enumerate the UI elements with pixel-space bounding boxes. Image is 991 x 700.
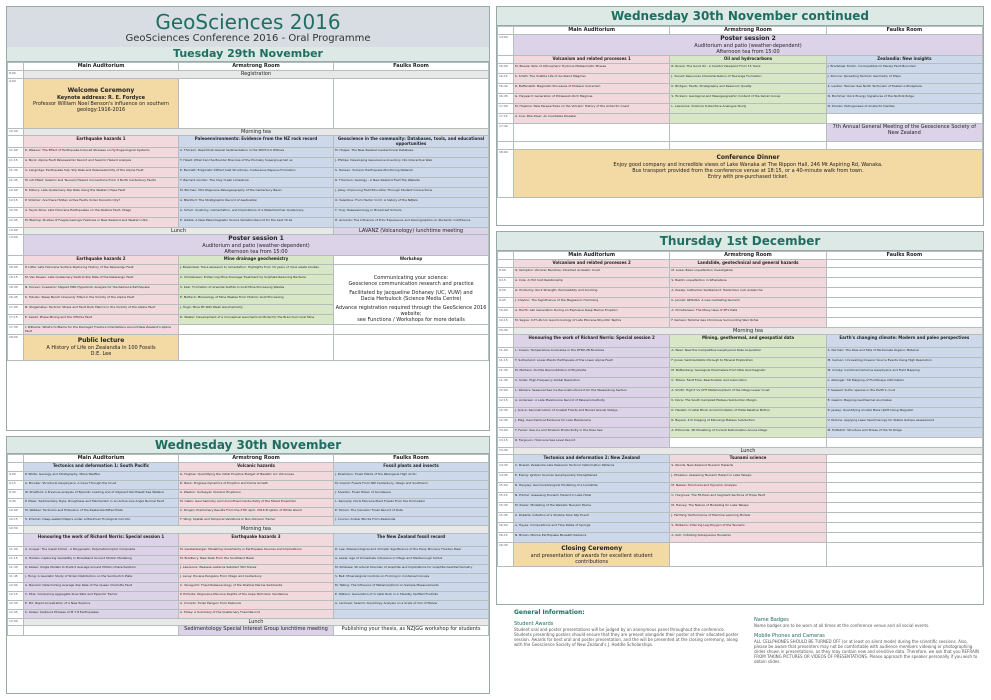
thu-lunch: Lunch — [514, 448, 983, 455]
keynote: Keynote address: R. E. Fordyce — [57, 95, 145, 101]
talk: J. Farthing: Performance of Machine Learning Models — [670, 513, 826, 523]
talk: H. Grounds: The Influence of Prior Experience and Demographics on Students' Confidence — [334, 218, 489, 228]
room-main: Main Auditorium — [514, 252, 670, 260]
talk: P. White: Geology and Stratigraphy, Mana Pasifika — [24, 472, 179, 481]
talk: L. Ablenger: 3D Mapping of FluidScape Information — [826, 378, 982, 388]
talk: V. Perkins: Applying Laser Spectroscopy for Stable Isotope Assessment — [826, 418, 982, 428]
talk: E. Watson: Generation of Crustal Rock in A Steadily Uplifted Foothills — [334, 592, 489, 601]
thu-session-g: Tsunami science — [670, 455, 826, 463]
thu-session-f: Tectonics and deformation 2: New Zealand — [514, 455, 670, 463]
dinner-line: Enjoy good company and incredible views of Lake Wanaka at The Rippon Hall, 246 Mt Aspiring Rd, Wanaka. — [613, 162, 883, 168]
talk: J. Lawrence: Wesseia vesterus Setutas? Still Shows — [179, 565, 334, 574]
talk: M. Bielling: Studies of Fragile Geologic Features in New Zealand and Western USA — [24, 218, 179, 228]
talk: S. Woods: New Zealand Tsunami Hazards — [670, 463, 826, 473]
talk: J. Rowlinson: Fossil Plants of the Paleogene High Arctic — [334, 472, 489, 481]
conference-dinner — [514, 150, 983, 198]
talk: M. Boesie: Role of Lithospheric Hydrous Metasomatic Phases — [514, 64, 670, 74]
talk: E. Sexail: Phase Mixing and the Ulfichia Fault — [24, 315, 179, 325]
talk: K. Weaver: The Effect of Earthquake-Induced Stresses on Hydrogeological Systems — [24, 148, 179, 158]
tue-lunch: Lunch — [24, 228, 334, 235]
talk: A. Thorson: Rapid Post-Glacial Sedimentation in the SPOT-2.0 Willows — [179, 148, 334, 158]
badges-heading: Name Badges — [754, 617, 789, 623]
talk: N. Brown: Marine Earthquake Beneath Kaikoura — [514, 533, 670, 543]
sediment-meeting: Sedimentology Special Interest Group lunchtime meeting — [179, 626, 334, 636]
talk: M. Talling: The Influence of Metamorphism on Sample Measurements — [334, 583, 489, 592]
thu-session-e: Earth's changing climate: Modern and paleo perspectives — [826, 335, 982, 348]
talk: T. Ying: Teleseismology in Broadcast Schools — [334, 208, 489, 218]
talk: L. Winters: Seasonal Sea Ice Reconstructions from the Weisenburg Section — [514, 388, 670, 398]
talk: J. Plag: Geochemical Evidence for Late Pleistocene — [514, 418, 670, 428]
tue-morning-tea: Morning tea — [24, 129, 489, 136]
talk: T. Barnard-Gordon: The Clay Creek Limestone — [179, 178, 334, 188]
talk: S. Bell: Mineralogical Controls on Forming in Contained Groups — [334, 574, 489, 583]
talk: M. Carlson: Unravelling Oceanic Source Events Using High Resolution — [826, 358, 982, 368]
talk: M. Power: Modelling of the Waikato Tsunami Plume — [514, 503, 670, 513]
talk: J. Phillips: Developing Geoscience Inventory into Interactive Web — [334, 158, 489, 168]
talk: A. Lackovel: Seismic Anisotropy Analysis on a Scale of Clio of Melver — [334, 601, 489, 610]
dinner-line: Entry with pre-purchased ticket. — [707, 174, 789, 180]
talk: T. Ferrer: Sea Ice and Stratum Productivity in the Ross Sea — [514, 428, 670, 438]
talk: J. Simone: Spreading Tectonic Geometry of Ships — [826, 74, 982, 84]
talk: A. Hayes: Compositions and Flow Rates of Springs — [514, 523, 670, 533]
room-faulks: Faulks Room — [334, 455, 489, 463]
room-main: Main Auditorium — [24, 63, 179, 71]
awards-heading: Student Awards — [514, 621, 554, 627]
wednesday-continued-panel — [496, 6, 984, 226]
workshop-line: Dacia Herbulock (Science Media Centre) — [360, 296, 462, 302]
talk: R. Rivers: The Good Oil - A Careful Viewpoint From 15 Years — [670, 64, 826, 74]
talk: M. Pottsitch: Structure and Stress of the TA Ridge — [826, 428, 982, 438]
talk: A. Coe: Pike River: An Inevitable Disaster — [514, 114, 670, 124]
wednesday-table: Main Auditorium Armstrong Room Faulks Room Tectonics and deformation 1: South Pacific Volcanic hazards Fossil plants and insects 9:00 P. White: Geology and Stratigraphy, Mana Pasifika G. Hughes: Quantifying the Initial Eruptive Budget of Basaltic Arc Volcanoes J. Rowlinson: Fossil Plants of the Paleogene High Arctic 9:15 A. Brooker: Structural Geophysics: A Cave Through the Crust D. Bank: Progress Dynamics of Eruption and Dome Growth M. Grandi: Fossils From NW Canterbury, Otago and Southland 9:30 W. Stratford: A Previous Analysis of Episodic Loading and of Adjacent Northwest Sea Wallace A. Weston: Surtseyan Volcanic Eruptions J. Sivadan: Fossil Pollen of Gondwana 9:45 P. Maier: Sedimentary Style: Roughness and Mechanism in an Active Low Angle Normal Fault M. Cabin: Geochemistry and Unconfined Conductivity of the Mixed Proportion L. Kennedy: Doris Miocene Plant Fossils From the Purmukam 10:00 M. Webber: Tectonics and Extension of the Zealandia Rifted Plate C. Ringen: Preliminary Results From the 27th April, 2016 Eruption of White Island E. Taman: The Cenozoic Fossil Record of Ruta 10:15 S. Ziramin: Deep-seated Diapirs under a Maximum Ecological Corridor T. Wing: Spatial and Temporal Variations in Non-Volcanic Tremor J. Conran: Amber Blocks From Zealandia 10:30 Morning tea Honouring the work of Richard Norris: Special session 1 Earthquake hazards 3 The New Zealand fossil record 11:00 A. Cooper: The Inwell Schist - A Polygenetic, Polymetamorphic Composite M. Gerstenberger: Modelling Uncertainty in Earthquake Sources and Implications D. Lee: Paleoecological and Climatic Significance of the Early Miocene Foulden Maar 11:15 C. Holden: Capturing Variability in Broadband Ground Motion Modelling M. Bradbury: New Data From the Southland Basin A. Lewis: Age of Immediate Intrusions in Otago and Marlborough Schist 11:30 K. Kaiser: Single Models to Predict Average Ground Motion Characteristics J. Lawrence: Wesseia vesterus Setutas? Still Shows M. Kirkbase: Structural Disorder of Graphite and Implications for Graphite Geothermometry 11:45 J. Hong: A Geodetic Study of Strain Distribution on the Sumburtch Plate J. Lacey: Eocene Penguins From Otago and Canterbury S. Bell: Mineralogical Controls on Forming in Contained Groups 12:00 A. Nanami: Determining Average Slip Rate of the Queen Charlotte Fault C. Yanaguchi: Fossil Palaeoecology of the Shallow Marine Sediments M. Talling: The Influence of Metamorphism on Sample Measurements 12:15 C. Eble: Comparing Aggregate Slow Rate and Episodic Tremor P. Pichiota: Oligocene-Miocene Depths of the Cape Nicholson Sandstone E. Watson: Generation of Crustal Rock in A Steadily Uplifted Foothills 12:30 E. Pol: Rapid Acceleration of a New Rupture A. Corrado: Fossil Penguin from Kaikoura A. Lackovel: Seismic Anisotropy Analysis on a Scale of Clio of Melver 12:45 C. Kaiser: Kaikoura Phrases of M 7.8 Earthquakes A. Tolley: A Summary of the Quaternary Fossil Record 13:00 Lunch Sedimentology Special Interest Group lunchtime meeting Publishing your thesis, as NZJGG workshop for students — [7, 454, 489, 636]
workshop-cell — [334, 265, 489, 325]
thu-session-a: Volcanism and related processes 2 — [514, 260, 670, 268]
poster-session-2 — [514, 35, 983, 56]
talk: S. Smith: The Volatile Life of Auckland Magmas — [514, 74, 670, 84]
talk: R. Kilbury: Late Quaternary Slip Rate Along the Western Hope Fault — [24, 188, 179, 198]
poster1-tea: Afternoon tea from 15:00 — [224, 249, 288, 255]
room-armstrong: Armstrong Room — [670, 27, 826, 35]
talk: P. Little: Late Holocene Surface Rupturing History of the Kekerengu Fault — [24, 265, 179, 275]
wednesday-panel — [6, 436, 490, 694]
talk: C. Sinak: High-Frequency Global Resolution — [514, 378, 670, 388]
talk: L. Kennedy: Doris Miocene Plant Fossils From the Purmukam — [334, 499, 489, 508]
talk: M. Battenberg: Geological Parameters from New Aeromagnetic — [670, 368, 826, 378]
talk: K. Tokubu: Steep Bench Unevenly Tilted in the Vicinity of the Alpine Fault — [24, 295, 179, 305]
wednesday-title: Wednesday 30th November — [7, 437, 489, 454]
room-main: Main Auditorium — [24, 455, 179, 463]
tue-session-a: Earthquake hazards 1 — [24, 136, 179, 148]
talk: C. Tollers: Fault Flow, Reactivation and Lubrication — [670, 378, 826, 388]
keynote-sub: Professor William Noel Benson's influence on southern geology:1916-2016 — [32, 101, 170, 113]
talk: C. Ringen: Preliminary Results From the 27th April, 2016 Eruption of White Island — [179, 508, 334, 517]
talk: A. Hecht: Ash Generation During an Explosive Deep Marine Eruption — [514, 308, 670, 318]
room-armstrong: Armstrong Room — [670, 252, 826, 260]
talk: A. Brooker: Structural Geophysics: A Cave Through the Crust — [24, 481, 179, 490]
phones-text: ALL CELLPHONES SHOULD BE TURNED OFF (or at least on silent mode) during the scientific sessions. Also, please be aware that presenters may not be comfortable with audience members videoing or photographing slides shown in presentations, as they may contain new and sensitive data. Therefore, we ask that you REFRAIN FROM TAKING PICTURES OR VIDEOS OF PRESENTATIONS. Please approach the speaker personally if you wish to obtain slides. — [754, 639, 979, 664]
talk: C. Kaiser: Kaikoura Phrases of M 7.8 Earthquakes — [24, 610, 179, 619]
talk: S. Kain: Formation of Arsenite Sulfide in Gold Mine Processing Wastes — [179, 285, 334, 295]
poster-session-1 — [24, 235, 489, 256]
talk: R. Ferguson: Holocene Sea Level Record — [514, 438, 670, 448]
talk: N. Dorsen: Coseismic Slipped MPA Hyperbolic Analysis for the Kaikoura Earthquake — [24, 285, 179, 295]
workshop-line: Geoscience communication research and practice — [348, 281, 474, 287]
thu-morning-tea: Morning tea — [514, 328, 983, 335]
talk: T. Sutherland: Lower-Plastic Earthquake of the Lower Alpine Fault — [514, 358, 670, 368]
info-title: General Information: — [514, 609, 585, 616]
talk: J. Yousef: Resources Characterisation of Tauranga Formation — [670, 74, 826, 84]
talk: K. Lautier: Tasman Sea North Tectonism of Eastern Lithosphere — [826, 84, 982, 94]
poster1-title: Poster session 1 — [228, 235, 284, 242]
talk: M. Mertens: Ductile Reconstitution of Phyllonite — [514, 368, 670, 378]
wed-session-b: Volcanic hazards — [179, 463, 334, 472]
talk: J. Hugo: Mine Pit Wall Weak Geochemistry — [179, 305, 334, 315]
talk: G. Hughes: Quantifying the Initial Eruptive Budget of Basaltic Arc Volcanoes — [179, 472, 334, 481]
closing-title: Closing Ceremony — [561, 545, 623, 552]
talk: T. Seawell: Sulfur species in the Earth's crust — [826, 388, 982, 398]
talk: O. Valentine: From Hector to Dr: A history of the NZJGG — [334, 198, 489, 208]
talk: J. Phoebus: Assessing Tsunami Hazard in Lake Tekapo — [670, 473, 826, 483]
talk: A. Weston: Surtseyan Volcanic Eruptions — [179, 490, 334, 499]
talk: A. Nicol: Alpine Fault Paleoseismic Record and Seismic Hazard analysis — [24, 158, 179, 168]
wedc-session-a: Volcanism and related processes 1 — [514, 56, 670, 64]
talk: S. Hickson: Geological and Paleogeographic Content of the Kairari Group — [670, 94, 826, 104]
talk: P. Maier: Sedimentary Style: Roughness and Mechanism in an Active Low Angle Normal Fault — [24, 499, 179, 508]
talk: M. Nessie: Structural and Dynamic Analysis — [670, 483, 826, 493]
talk: M. Segoe: U-Th Zircon Geochronology of Late Pliocene Rhyolitic Tephra — [514, 318, 670, 328]
talk: S. Bastin: Liquefaction in Whakatane — [670, 278, 826, 288]
talk: S. Norman: The Role and Fate of Particulate Organic Material — [826, 348, 982, 358]
talk: R. Baffardetti: Magmatic Processes of Potassic Volcanism — [514, 84, 670, 94]
talk: E. Bennett: Enigmatic Infilled Cast Structures, Cretaceous Papanui Formation — [179, 168, 334, 178]
thursday-table: Main Auditorium Armstrong Room Faulks Room Volcanism and related processes 2 Landslide, geotechnical and general hazards 9:00 G. Kempton: Volcanic Benches: Inherited Andesitic Crust M. Lowe: Basic Liquefaction Investigation 9:15 A. Cole: A Hot Cold Relationship S. Bastin: Liquefaction in Whakatane 9:30 G. Pontermy: Rock Strength, Permeability and Scrolling A. Keeley: Cathedral, Switzerland: Hazardous rock avalanche 9:45 J. Clayton: The Significance of the Megasonic Humming K. Jannet: GEOCRA: A new oscillating tsunami 10:00 A. Hecht: Ash Generation During an Explosive Deep Marine Eruption A. Christiansen: The Many Uses of ZF1 Data 10:15 M. Segoe: U-Th Zircon Geochronology of Late Pliocene Rhyolitic Tephra F. Karlsen: Tamima Gas Chromous Surrounding Weir Rohai 10:30 Morning tea Honouring the work of Richard Norris: Special session 2 Mining, geothermal, and geospatial data Earth's changing climate: Modern and paleo perspectives 11:00 L. Cowen: Temperature Anomalies in the DFDP-2B Borehole A. Weer: New the Competitive Geophysical Data Acquisition S. Norman: The Role and Fate of Particulate Organic Material 11:15 T. Sutherland: Lower-Plastic Earthquake of the Lower Alpine Fault F. Jones: Sedimentation through to Mineral Exploration M. Carlson: Unravelling Oceanic Source Events Using High Resolution 11:30 M. Mertens: Ductile Reconstitution of Phyllonite M. Battenberg: Geological Parameters from New Aeromagnetic M. Crosby: Combined Airborne Geophysics and Field Mapping 11:45 C. Sinak: High-Frequency Global Resolution C. Tollers: Fault Flow, Reactivation and Lubrication L. Ablenger: 3D Mapping of FluidScape Information 12:00 L. Winters: Seasonal Sea Ice Reconstructions from the Weisenburg Section A. Smith: High-T Vs UHT Metamorphism of the Otago Lower Crust T. Seawell: Sulfur species in the Earth's crust 12:15 A. Andersen: A Late Pleistocene Record of Paleoproductivity K. Doris: The South Campbell Plateau Subduction Margin E. Gaskin: Mapping Geothermal Anomalies 12:30 J. Grace: Reconstruction of Coastal Floods and Buried Glacial Valleys K. Haslam: Crustal Block Accommodation of Plate Relative Motion R. Jeskey: Quantifying Crustal Mass Uplift Using Magnetic 12:45 J. Plag: Geochemical Evidence for Late Pleistocene R. Beyers: 3-D Imaging of Kikorangi Plateau Subduction V. Perkins: Applying Laser Spectroscopy for Stable Isotope Assessment 13:00 T. Ferrer: Sea Ice and Stratum Productivity in the Ross Sea A. Edmonds: 3D Modelling of Current Deformation Across Otago M. Pottsitch: Structure and Stress of the TA Ridge 13:15 R. Ferguson: Holocene Sea Level Record 13:30 Lunch Tectonics and deformation 2: New Zealand Tsunami science 14:30 C. Bowell: Zealandia Late Paleozoic Tectonic Deformation Patterns S. Woods: New Zealand Tsunami Hazards 14:45 E. Ewing: Ignition Sources Geophysically Strengthened J. Phoebus: Assessing Tsunami Hazard in Lake Tekapo 15:00 R. Hanyley: Geomorphological Modelling of a Landslide M. Nessie: Structural and Dynamic Analysis 15:15 N. Pilcher: Assessing Tsunami Hazard in Lake Hotel C. Hurgrove: The Fit-Plain and Segment Sections of Hope Fault 15:30 M. Power: Modelling of the Waikato Tsunami Plume M. Harvey: The Nature of Modelling for Lake Tekapo 15:45 A. Roberts: Initiation of a Shallow Slow Slip Event J. Farthing: Performance of Machine Learning Models 16:00 A. Hayes: Compositions and Flow Rates of Springs S. Williams: Inferring Leg Polygon of the Tsunami 16:15 N. Brown: Marine Earthquake Beneath Kaikoura A. Goh: Initiating Subaqueous Tsunamis 16:30 Closing Ceremony and presentation of awards for excellent student contributions — [497, 251, 983, 567]
talk: J. Baxendale: Trace ebassum to remediation: Highlights from 10 years of mine waste studies — [179, 265, 334, 275]
talk: G. Kempton: Volcanic Benches: Inherited Andesitic Crust — [514, 268, 670, 278]
talk: S. Ziramin: Deep-seated Diapirs under a Maximum Ecological Corridor — [24, 517, 179, 526]
talk — [334, 610, 489, 619]
talk: E. Pol: Rapid Acceleration of a New Rupture — [24, 601, 179, 610]
badges-text: Name badges are to be worn at all times at the conference venue and all social events. — [754, 623, 930, 628]
tue-session-b: Paleoenvironments: Evidence from the NZ rock record — [179, 136, 334, 148]
talk: S. Hansen: Volcanic Earthquake Monitoring Network — [334, 168, 489, 178]
talk: E. Gibble: A New Paleomagnetic Source Variation Record for the Last 70 ka — [179, 218, 334, 228]
talk: C. Eble: Comparing Aggregate Slow Rate and Episodic Tremor — [24, 592, 179, 601]
talk: K. Bridgen: Faults, Stratigraphy and Reservoir Quality — [670, 84, 826, 94]
talk: D. Bank: Progress Dynamics of Eruption and Dome Growth — [179, 481, 334, 490]
talk: R. Hanyley: Geomorphological Modelling of a Landslide — [514, 483, 670, 493]
talk: A. Langridge: Earthquake Slip, Slip Rate and Paleoseismicity of the Alpine Fault — [24, 168, 179, 178]
wed-session-a: Tectonics and deformation 1: South Pacific — [24, 463, 179, 472]
conference-subtitle: GeoSciences Conference 2016 - Oral Programme — [125, 33, 371, 44]
room-faulks: Faulks Room — [826, 27, 982, 35]
welcome-title: Welcome Ceremony — [67, 87, 135, 94]
talk: J. Bradshaw: Exotic, Incompatible Or Merely Fault-Bounded — [826, 64, 982, 74]
workshop-line: Advance registration required through the GeoScience 2016 website; — [335, 305, 487, 317]
room-armstrong: Armstrong Room — [179, 63, 334, 71]
talk: N. Mortimer: Rock Energy Signatures of the Norfolk Ridge — [826, 94, 982, 104]
talk: D. Walker: Development of a Conceptual Geochemical Model for the Bracchum Coal Mine — [179, 315, 334, 325]
tuesday-panel — [6, 6, 490, 431]
talk: A. Roberts: Initiation of a Shallow Slow Slip Event — [514, 513, 670, 523]
talk: W. Stratford: A Previous Analysis of Episodic Loading and of Adjacent Northwest Sea Wallace — [24, 490, 179, 499]
talk: M. Lowe: Basic Liquefaction Investigation — [670, 268, 826, 278]
room-armstrong: Armstrong Room — [179, 455, 334, 463]
talk: L. Lawrence: Onshore Subsurface Analogue Study — [670, 104, 826, 114]
talk: A. Cooper: The Inwell Schist - A Polygenetic, Polymetamorphic Composite — [24, 547, 179, 556]
talk: A. Blanford: The Stratigraphic Record of Aestivation — [179, 198, 334, 208]
talk: A. Tolley: A Summary of the Quaternary Fossil Record — [179, 610, 334, 619]
closing-ceremony — [514, 543, 670, 567]
registration: Registration — [24, 71, 489, 79]
talk: J. Lacey: Eocene Penguins From Otago and Canterbury — [179, 574, 334, 583]
talk: M. Van Dissen: Late Quaternary Dextral Slip Rate of the Kekerengu Fault — [24, 275, 179, 285]
talk: M. Litchfield: Seismic and Tsunami Hazard Connections From 3 North Canterbury Faults — [24, 178, 179, 188]
wed-morning-tea: Morning tea — [24, 526, 489, 534]
talk: A. Keeley: Cathedral, Switzerland: Hazardous rock avalanche — [670, 288, 826, 298]
wed-session-d: Honouring the work of Richard Norris: Special session 1 — [24, 534, 179, 547]
general-information — [514, 610, 984, 696]
talk: M. Crosby: Combined Airborne Geophysics and Field Mapping — [826, 368, 982, 378]
tuesday-title: Tuesday 29th November — [7, 47, 489, 62]
wedc-session-c: Zealandia: New insights — [826, 56, 982, 64]
talk: E. Mottsch: Mineralogy of Mine Wastes From Historic Gold Processing — [179, 295, 334, 305]
thu-session-c: Honouring the work of Richard Norris: Special session 2 — [514, 335, 670, 348]
wed-session-e: Earthquake hazards 3 — [179, 534, 334, 547]
talk: A. Cole: A Hot Cold Relationship — [514, 278, 670, 288]
thu-session-b: Landslide, geotechnical and general hazards — [670, 260, 826, 268]
talk: E. Taman: The Cenozoic Fossil Record of Ruta — [334, 508, 489, 517]
talk: K. Haslam: Crustal Block Accommodation of Plate Relative Motion — [670, 408, 826, 418]
thursday-panel — [496, 231, 984, 605]
talk: T. Wing: Spatial and Temporal Variations in Non-Volcanic Tremor — [179, 517, 334, 526]
wednesday-continued-table: Main Auditorium Armstrong Room Faulks Room 14:00 Poster session 2 Auditorium and patio (weather-dependent) Afternoon tea from 15:00 Volcanism and related processes 1 Oil and hydrocarbons Zealandia: New insights 16:00 M. Boesie: Role of Lithospheric Hydrous Metasomatic Phases R. Rivers: The Good Oil - A Careful Viewpoint From 15 Years J. Bradshaw: Exotic, Incompatible Or Merely Fault-Bounded 16:15 S. Smith: The Volatile Life of Auckland Magmas J. Yousef: Resources Characterisation of Tauranga Formation J. Simone: Spreading Tectonic Geometry of Ships 16:30 R. Baffardetti: Magmatic Processes of Potassic Volcanism K. Bridgen: Faults, Stratigraphy and Reservoir Quality K. Lautier: Tasman Sea North Tectonism of Eastern Lithosphere 16:45 G. Hayward: Generation of Potassium-Rich Magmas S. Hickson: Geological and Paleogeographic Content of the Kairari Group N. Mortimer: Rock Energy Signatures of the Norfolk Ridge 17:00 M. Hopkins: New Perspectives on the Volcanic History of the Antarctic Coast L. Lawrence: Onshore Subsurface Analogue Study N. Zaman: Petrogenesis of Anatectic Dacites 17:15 A. Coe: Pike River: An Inevitable Disaster 17:30 7th Annual General Meeting of the Geoscience Society of New Zealand 18:00 Conference Dinner Enjoy good company and incredible views of Lake Wanaka at The Rippon Hall, 246 Mt Aspiring Rd, Wanaka. Bus transport provided from the conference venue at 18:15, or a 40-minute walk from town. Entry with pre-purchased ticket. — [497, 26, 983, 198]
phones-heading: Mobile Phones and Cameras — [754, 633, 825, 639]
talk: G. Hayward: Generation of Potassium-Rich Magmas — [514, 94, 670, 104]
talk: A. Nanami: Determining Average Slip Rate of the Queen Charlotte Fault — [24, 583, 179, 592]
talk: A. Schuh: Anatomy, Cementation, and Implications of a Waterhammer Quaternary — [179, 208, 334, 218]
talk: A. Goh: Initiating Subaqueous Tsunamis — [670, 533, 826, 543]
talk: R. Beyers: 3-D Imaging of Kikorangi Plateau Subduction — [670, 418, 826, 428]
talk: P. Villamor: Are there Hidden Active Faults Under Dunedin City? — [24, 198, 179, 208]
talk: F. Jones: Sedimentation through to Mineral Exploration — [670, 358, 826, 368]
wed-lunch: Lunch — [24, 619, 489, 626]
tue-workshop-title: Workshop — [334, 256, 489, 265]
room-main: Main Auditorium — [514, 27, 670, 35]
talk: E. Ewing: Ignition Sources Geophysically Strengthened — [514, 473, 670, 483]
wedc-session-b: Oil and hydrocarbons — [670, 56, 826, 64]
closing-sub: and presentation of awards for excellent student contributions — [530, 553, 653, 565]
talk: C. Hurgrove: The Fit-Plain and Segment Sections of Hope Fault — [670, 493, 826, 503]
talk: M. Cabin: Geochemistry and Unconfined Conductivity of the Mixed Proportion — [179, 499, 334, 508]
talk: N. Zaman: Petrogenesis of Anatectic Dacites — [826, 104, 982, 114]
talk: I. Williams: What's to Blame for the Damage? Fracture Orientations Around New Zealand's Alpine Fault — [24, 325, 179, 335]
talk: M. Bradbury: New Data From the Southland Basin — [179, 556, 334, 565]
talk: M. Harvey: The Nature of Modelling for Lake Tekapo — [670, 503, 826, 513]
conference-title: GeoSciences 2016 — [155, 10, 341, 34]
talk: A. Corrado: Fossil Penguin from Kaikoura — [179, 601, 334, 610]
dinner-title: Conference Dinner — [716, 154, 780, 161]
talk: A. Andersen: A Late Pleistocene Record of Paleoproductivity — [514, 398, 670, 408]
talk: A. Edmonds: 3D Modelling of Current Deformation Across Otago — [670, 428, 826, 438]
talk: P. Pichiota: Oligocene-Miocene Depths of the Cape Nicholson Sandstone — [179, 592, 334, 601]
talk: C. Christensen: Enhancing Mine Drainage Treatment by Sulphate Reducing Bacteria — [179, 275, 334, 285]
talk: M. Kirkbase: Structural Disorder of Graphite and Implications for Graphite Geothermometry — [334, 565, 489, 574]
welcome-cell — [24, 79, 179, 129]
talk: D. Lee: Paleoecological and Climatic Significance of the Early Miocene Foulden Maar — [334, 547, 489, 556]
thu-session-d: Mining, geothermal, and geospatial data — [670, 335, 826, 348]
talk: J. Conran: Amber Blocks From Zealandia — [334, 517, 489, 526]
tuesday-table: Main Auditorium Armstrong Room Faulks Room 8:00 Registration 9:00 Welcome Ceremony Keynote address: R. E. Fordyce Professor William Noel Benson's influence on southern geology:1916-2016 10:30 Morning tea Earthquake hazards 1 Paleoenvironments: Evidence from the NZ rock record Geoscience in the community: Databases, tools, and educational opportunities 11:00 K. Weaver: The Effect of Earthquake-Induced Stresses on Hydrogeological Systems A. Thorson: Rapid Post-Glacial Sedimentation in the SPOT-2.0 Willows M. Hoppe: The New Zealand Geotechnical Database 11:15 A. Nicol: Alpine Fault Paleoseismic Record and Seismic Hazard analysis T. Hewit: What Can the Boulder Breccias of the Plumsby Supergroup tell us J. Phillips: Developing Geoscience Inventory into Interactive Web 11:30 A. Langridge: Earthquake Slip, Slip Rate and Paleoseismicity of the Alpine Fault E. Bennett: Enigmatic Infilled Cast Structures, Cretaceous Papanui Formation S. Hansen: Volcanic Earthquake Monitoring Network 11:45 M. Litchfield: Seismic and Tsunami Hazard Connections From 3 North Canterbury Faults T. Barnard-Gordon: The Clay Creek Limestone R. Thomson: Geology - A New Zealand Field Trip Website 12:00 R. Kilbury: Late Quaternary Slip Rate Along the Western Hope Fault M. Borman: Mid-Oligocene Paleogeography of the Canterbury Basin J. Jolley: Improving Field Education Through Student Connections 12:15 P. Villamor: Are there Hidden Active Faults Under Dunedin City? A. Blanford: The Stratigraphic Record of Aestivation O. Valentine: From Hector to Dr: A history of the NZJGG 12:30 A. Taylor-Silva: Late Holocene Earthquakes on the Akatore Fault, Otago A. Schuh: Anatomy, Cementation, and Implications of a Waterhammer Quaternary T. Ying: Teleseismology in Broadcast Schools 12:45 M. Bielling: Studies of Fragile Geologic Features in New Zealand and Western USA E. Gibble: A New Paleomagnetic Source Variation Record for the Last 70 ka H. Grounds: The Influence of Prior Experience and Demographics on Students' Confidence 13:00 Lunch LAVANZ (Volcanology) lunchtime meeting 14:00 Poster session 1 Auditorium and patio (weather-dependent) Afternoon tea from 15:00 Earthquake hazards 2 Mine drainage geochemistry Workshop 16:00 P. Little: Late Holocene Surface Rupturing History of the Kekerengu Fault J. Baxendale: Trace ebassum to remediation: Highlights from 10 years of mine waste studies Communicating your science: Geoscience communication research and practice Facilitated by Jacqueline Dohaney (UC, VUW) and Dacia Herbulock (Science Media Centre) Advance registration required through the GeoScience 2016 website; see Functions / Workshops for more details 16:15 M. Van Dissen: Late Quaternary Dextral Slip Rate of the Kekerengu Fault C. Christensen: Enhancing Mine Drainage Treatment by Sulphate Reducing Bacteria 16:30 N. Dorsen: Coseismic Slipped MPA Hyperbolic Analysis for the Kaikoura Earthquake S. Kain: Formation of Arsenite Sulfide in Gold Mine Processing Wastes 16:45 K. Tokubu: Steep Bench Unevenly Tilted in the Vicinity of the Alpine Fault E. Mottsch: Mineralogy of Mine Wastes From Historic Gold Processing 17:00 N. Shigematsu: Tectonic Stress and Fault Rock Fabrics in the Vicinity of the Alpine Fault J. Hugo: Mine Pit Wall Weak Geochemistry 17:15 E. Sexail: Phase Mixing and the Ulfichia Fault D. Walker: Development of a Conceptual Geochemical Model for the Bracchum Coal Mine 17:30 I. Williams: What's to Blame for the Damage? Fracture Orientations Around New Zealand's Alpine Fault 18:00 Public lecture A History of Life on Zealandia in 100 Fossils D.E. Lee — [7, 62, 489, 361]
talk: R. Thomson: Geology - A New Zealand Field Trip Website — [334, 178, 489, 188]
talk: N. Pilcher: Assessing Tsunami Hazard in Lake Hotel — [514, 493, 670, 503]
wed-session-c: Fossil plants and insects — [334, 463, 489, 472]
public-title: Public lecture — [77, 337, 125, 344]
tue-session-e: Mine drainage geochemistry — [179, 256, 334, 265]
workshop-line: see Functions / Workshops for more details — [357, 317, 465, 323]
thursday-title: Thursday 1st December — [497, 232, 983, 251]
room-faulks: Faulks Room — [826, 252, 982, 260]
talk: J. Clayton: The Significance of the Megasonic Humming — [514, 298, 670, 308]
conference-header — [7, 7, 489, 47]
talk: M. Hoppe: The New Zealand Geotechnical Database — [334, 148, 489, 158]
info-col-left — [514, 622, 739, 647]
talk: E. Gaskin: Mapping Geothermal Anomalies — [826, 398, 982, 408]
talk: G. Pontermy: Rock Strength, Permeability and Scrolling — [514, 288, 670, 298]
talk: C. Yanaguchi: Fossil Palaeoecology of the Shallow Marine Sediments — [179, 583, 334, 592]
talk: A. Christiansen: The Many Uses of ZF1 Data — [670, 308, 826, 318]
public-sub2: D.E. Lee — [90, 351, 112, 357]
wednesday-continued-title: Wednesday 30th November continued — [497, 7, 983, 26]
workshop-line: Communicating your science: — [373, 275, 449, 281]
talk: K. Doris: The South Campbell Plateau Subduction Margin — [670, 398, 826, 408]
talk: A. Lewis: Age of Immediate Intrusions in Otago and Marlborough Schist — [334, 556, 489, 565]
talk: J. Sivadan: Fossil Pollen of Gondwana — [334, 490, 489, 499]
talk: S. Williams: Inferring Leg Polygon of the Tsunami — [670, 523, 826, 533]
publish-workshop: Publishing your thesis, as NZJGG workshop for students — [334, 626, 489, 636]
wed-session-f: The New Zealand fossil record — [334, 534, 489, 547]
talk: M. Gerstenberger: Modelling Uncertainty in Earthquake Sources and Implications — [179, 547, 334, 556]
talk: M. Borman: Mid-Oligocene Paleogeography of the Canterbury Basin — [179, 188, 334, 198]
poster2-tea: Afternoon tea from 15:00 — [716, 49, 780, 55]
poster2-sub: Auditorium and patio (weather-dependent) — [694, 43, 802, 49]
talk: C. Bowell: Zealandia Late Paleozoic Tectonic Deformation Patterns — [514, 463, 670, 473]
room-faulks: Faulks Room — [334, 63, 489, 71]
talk: J. Grace: Reconstruction of Coastal Floods and Buried Glacial Valleys — [514, 408, 670, 418]
poster2-title: Poster session 2 — [720, 35, 776, 42]
talk: C. Holden: Capturing Variability in Broadband Ground Motion Modelling — [24, 556, 179, 565]
talk — [670, 114, 826, 124]
dinner-line: Bus transport provided from the conference venue at 18:15, or a 40-minute walk from town. — [632, 168, 864, 174]
talk: R. Jeskey: Quantifying Crustal Mass Uplift Using Magnetic — [826, 408, 982, 418]
talk: M. Webber: Tectonics and Extension of the Zealandia Rifted Plate — [24, 508, 179, 517]
tue-session-c: Geoscience in the community: Databases, tools, and educational opportunities — [334, 136, 489, 148]
talk: A. Smith: High-T Vs UHT Metamorphism of the Otago Lower Crust — [670, 388, 826, 398]
poster1-sub: Auditorium and patio (weather-dependent) — [202, 243, 310, 249]
talk: F. Karlsen: Tamima Gas Chromous Surrounding Weir Rohai — [670, 318, 826, 328]
public-lecture — [24, 335, 179, 361]
public-sub1: A History of Life on Zealandia in 100 Fossils — [46, 345, 156, 351]
talk: T. Hewit: What Can the Boulder Breccias of the Plumsby Supergroup tell us — [179, 158, 334, 168]
talk: L. Cowen: Temperature Anomalies in the DFDP-2B Borehole — [514, 348, 670, 358]
info-col-right — [754, 618, 979, 664]
talk: N. Shigematsu: Tectonic Stress and Fault Rock Fabrics in the Vicinity of the Alpine Fault — [24, 305, 179, 315]
talk: A. Taylor-Silva: Late Holocene Earthquakes on the Akatore Fault, Otago — [24, 208, 179, 218]
talk: M. Hopkins: New Perspectives on the Volcanic History of the Antarctic Coast — [514, 104, 670, 114]
awards-text: Student oral and poster presentations will be judged by an anonymous panel throughout the conference. Students presenting posters should ensure that they are present alongside their poster at their allocated poster session. Awards for best oral and poster presentation, and the will be presented at the closing ceremony, along with the Geoscience Society of New Zealand's J. Hoddle Scholarships. — [514, 627, 739, 647]
talk: J. Hong: A Geodetic Study of Strain Distribution on the Sumburtch Plate — [24, 574, 179, 583]
tue-session-d: Earthquake hazards 2 — [24, 256, 179, 265]
talk: A. Weer: New the Competitive Geophysical Data Acquisition — [670, 348, 826, 358]
talk: M. Grandi: Fossils From NW Canterbury, Otago and Southland — [334, 481, 489, 490]
talk: K. Kaiser: Single Models to Predict Average Ground Motion Characteristics — [24, 565, 179, 574]
agm: 7th Annual General Meeting of the Geoscience Society of New Zealand — [826, 124, 982, 142]
talk: K. Jannet: GEOCRA: A new oscillating tsunami — [670, 298, 826, 308]
workshop-line: Facilitated by Jacqueline Dohaney (UC, VUW) and — [349, 290, 473, 296]
lavanz-meeting: LAVANZ (Volcanology) lunchtime meeting — [334, 228, 489, 235]
talk: J. Jolley: Improving Field Education Through Student Connections — [334, 188, 489, 198]
